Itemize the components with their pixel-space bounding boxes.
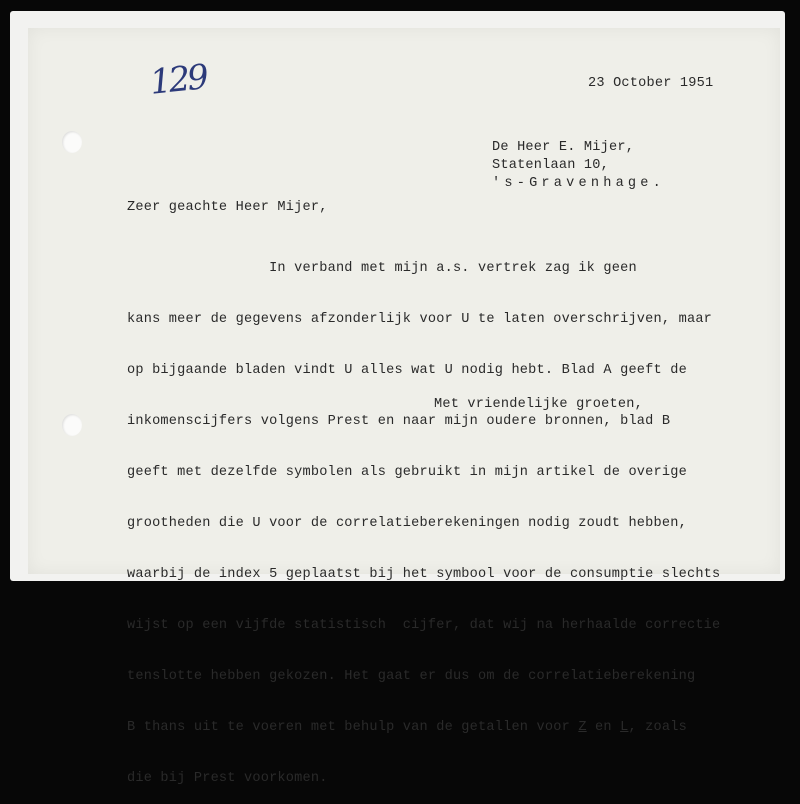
archive-number: 129 <box>148 57 208 103</box>
punch-hole-bottom <box>62 414 82 436</box>
body-line: In verband met mijn a.s. vertrek zag ik geen <box>127 261 637 276</box>
body-line: wijst op een vijfde statistisch cijfer, dat wij na herhaalde correctie <box>127 618 721 633</box>
body-line: kans meer de gegevens afzonderlijk voor U te laten overschrijven, maar <box>127 312 713 327</box>
salutation: Zeer geachte Heer Mijer, <box>127 200 328 215</box>
body-line: die bij Prest voorkomen. <box>127 771 328 786</box>
variable-l: L <box>620 720 629 735</box>
body-line-suffix: , zoals <box>628 720 687 735</box>
body-line: tenslotte hebben gekozen. Het gaat er dus om de correlatieberekening <box>127 669 696 684</box>
recipient-city: 's-Gravenhage. <box>492 176 666 191</box>
letter-date: 23 October 1951 <box>588 76 714 91</box>
body-line: geeft met dezelfde symbolen als gebruikt in mijn artikel de overige <box>127 465 687 480</box>
body-line-prefix: B thans uit te voeren met behulp van de getallen voor <box>127 720 579 735</box>
body-line: inkomenscijfers volgens Prest en naar mijn oudere bronnen, blad B <box>127 414 671 429</box>
letter-body <box>127 226 720 804</box>
body-line: op bijgaande bladen vindt U alles wat U nodig hebt. Blad A geeft de <box>127 363 687 378</box>
recipient-name: De Heer E. Mijer, <box>492 140 635 155</box>
body-line: waarbij de index 5 geplaatst bij het symbool voor de consumptie slechts <box>127 567 721 582</box>
recipient-street: Statenlaan 10, <box>492 158 610 173</box>
body-line: grootheden die U voor de correlatieberekeningen nodig zoudt hebben, <box>127 516 687 531</box>
punch-hole-top <box>62 131 82 153</box>
closing: Met vriendelijke groeten, <box>434 397 643 412</box>
body-line <box>127 719 720 736</box>
connector: en <box>586 720 621 735</box>
variable-z: Z <box>578 720 587 735</box>
